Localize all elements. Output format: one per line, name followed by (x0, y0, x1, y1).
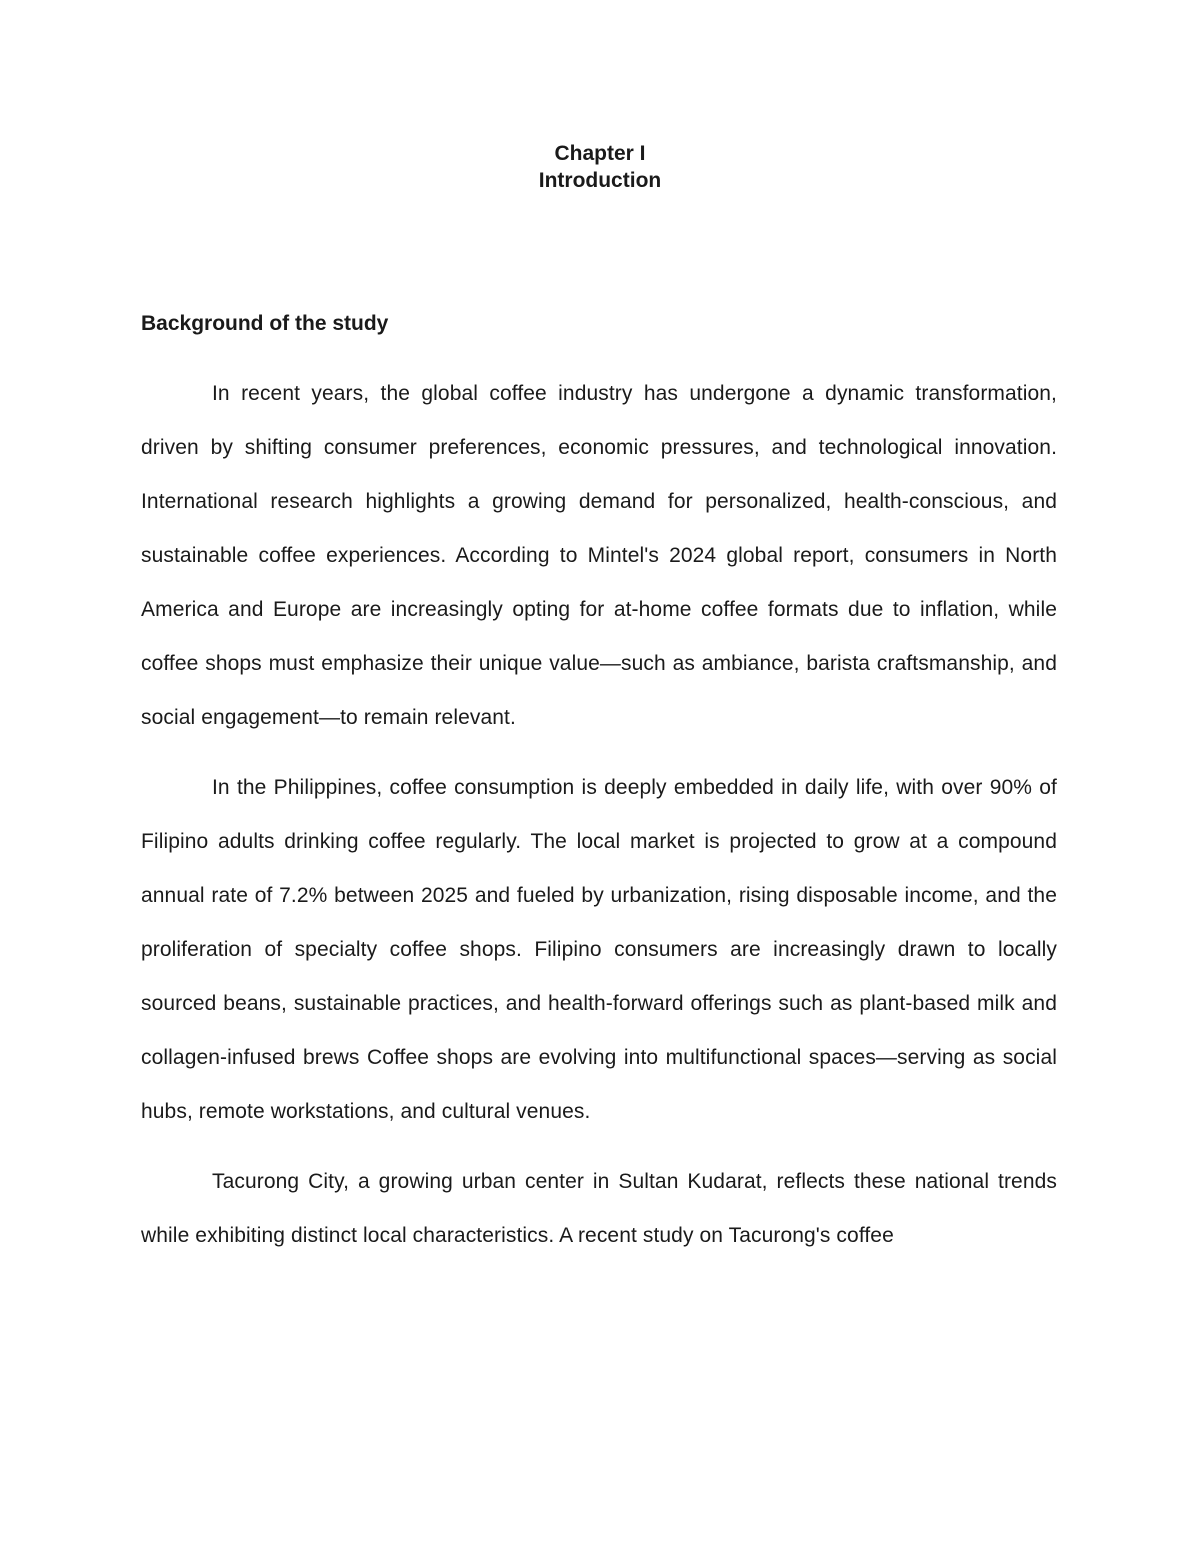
paragraph-global-industry: In recent years, the global coffee industry has undergone a dynamic transformation, driven by shifting consumer preferences, economic pressures, and technological innovation. International research highlights a growing demand for personalized, health-conscious, and sustainable coffee experiences. According to Mintel's 2024 global report, consumers in North America and Europe are increasingly opting for at-home coffee formats due to inflation, while coffee shops must emphasize their unique value—such as ambiance, barista craftsmanship, and social engagement—to remain relevant. (141, 382, 1057, 729)
chapter-title: Introduction (538, 169, 662, 192)
paragraph-tacurong: Tacurong City, a growing urban center in Sultan Kudarat, reflects these national trends while exhibiting distinct local characteristics. A recent study on Tacurong's coffee (141, 1170, 1057, 1247)
chapter-heading (0, 140, 1200, 194)
chapter-number: Chapter I (554, 142, 646, 165)
body-text (141, 367, 1057, 1279)
section-heading: Background of the study (141, 312, 389, 335)
paragraph-philippines: In the Philippines, coffee consumption is deeply embedded in daily life, with over 90% of Filipino adults drinking coffee regularly. The local market is projected to grow at a compound annual rate of 7.2% between 2025 and fueled by urbanization, rising disposable income, and the proliferation of specialty coffee shops. Filipino consumers are increasingly drawn to locally sourced beans, sustainable practices, and health-forward offerings such as plant-based milk and collagen-infused brews Coffee shops are evolving into multifunctional spaces—serving as social hubs, remote workstations, and cultural venues. (141, 776, 1057, 1123)
